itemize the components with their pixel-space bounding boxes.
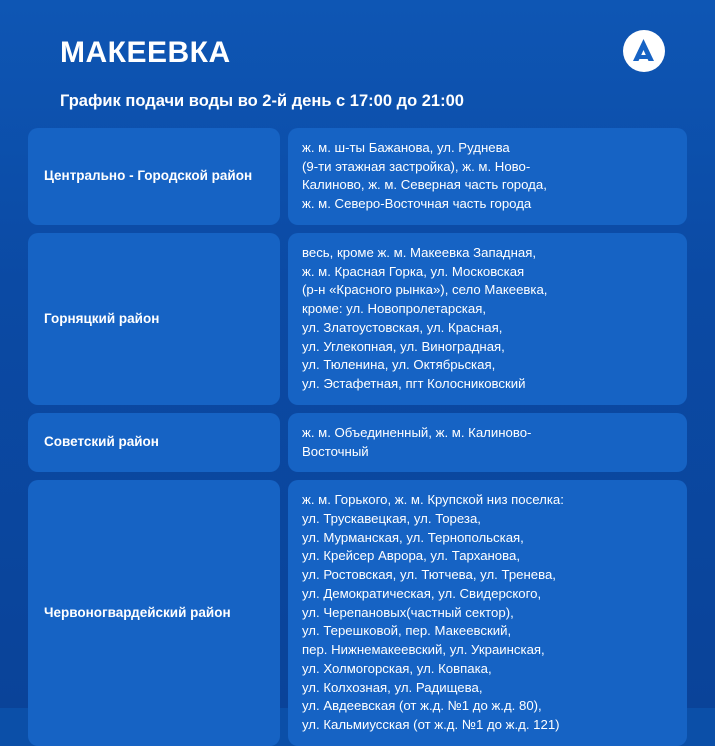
street-line: (9-ти этажная застройка), ж. м. Ново- <box>302 158 531 174</box>
district-name: Центрально - Городской район <box>28 128 280 225</box>
street-line: ул. Ростовская, ул. Тютчева, ул. Тренева, <box>302 567 556 583</box>
poster-header <box>28 0 687 110</box>
table-row <box>28 480 687 746</box>
street-line: (р-н «Красного рынка»), село Макеевка, <box>302 282 548 298</box>
street-line: ул. Холмогорская, ул. Ковпака, <box>302 660 492 676</box>
street-line: ж. м. Горького, ж. м. Крупской низ поселка: <box>302 492 564 508</box>
street-line: ул. Эстафетная, пгт Колосниковский <box>302 376 526 392</box>
district-name: Советский район <box>28 413 280 472</box>
street-line: ул. Авдеевская (от ж.д. №1 до ж.д. 80), <box>302 698 542 714</box>
street-line: ул. Кальмиусская (от ж.д. №1 до ж.д. 121) <box>302 717 560 733</box>
company-logo-icon <box>623 30 665 72</box>
district-name: Горняцкий район <box>28 233 280 405</box>
table-row <box>28 233 687 405</box>
table-row <box>28 413 687 472</box>
street-line: ж. м. Северо-Восточная часть города <box>302 196 532 212</box>
schedule-table <box>28 128 687 746</box>
street-line: ул. Терешковой, пер. Макеевский, <box>302 623 512 639</box>
schedule-subtitle: График подачи воды во 2-й день с 17:00 до 21:00 <box>60 92 464 110</box>
street-line: Калиново, ж. м. Северная часть города, <box>302 177 547 193</box>
street-line: ж. м. ш-ты Бажанова, ул. Руднева <box>302 140 510 155</box>
street-line: ул. Черепановых(частный сектор), <box>302 604 514 620</box>
street-line: ул. Колхозная, ул. Радищева, <box>302 679 483 695</box>
district-name: Червоногвардейский район <box>28 480 280 746</box>
street-line: ул. Тюленина, ул. Октябрьская, <box>302 357 496 373</box>
street-line: весь, кроме ж. м. Макеевка Западная, <box>302 244 537 260</box>
streets-list <box>288 413 687 472</box>
street-line: ул. Мурманская, ул. Тернопольская, <box>302 529 524 545</box>
street-line: ж. м. Объединенный, ж. м. Калиново- <box>302 424 532 440</box>
table-row <box>28 128 687 225</box>
street-line: ул. Углекопная, ул. Виноградная, <box>302 338 505 354</box>
street-line: ул. Трускавецкая, ул. Тореза, <box>302 511 481 527</box>
streets-list <box>288 233 687 405</box>
street-line: ул. Крейсер Аврора, ул. Тарханова, <box>302 548 520 564</box>
page-title: МАКЕЕВКА <box>60 36 231 69</box>
streets-list <box>288 480 687 746</box>
street-line: Восточный <box>302 443 369 459</box>
streets-list <box>288 128 687 225</box>
street-line: кроме: ул. Новопролетарская, <box>302 301 487 317</box>
street-line: ул. Демократическая, ул. Свидерского, <box>302 585 542 601</box>
street-line: ж. м. Красная Горка, ул. Московская <box>302 263 525 279</box>
street-line: ул. Златоустовская, ул. Красная, <box>302 319 503 335</box>
street-line: пер. Нижнемакеевский, ул. Украинская, <box>302 642 545 658</box>
